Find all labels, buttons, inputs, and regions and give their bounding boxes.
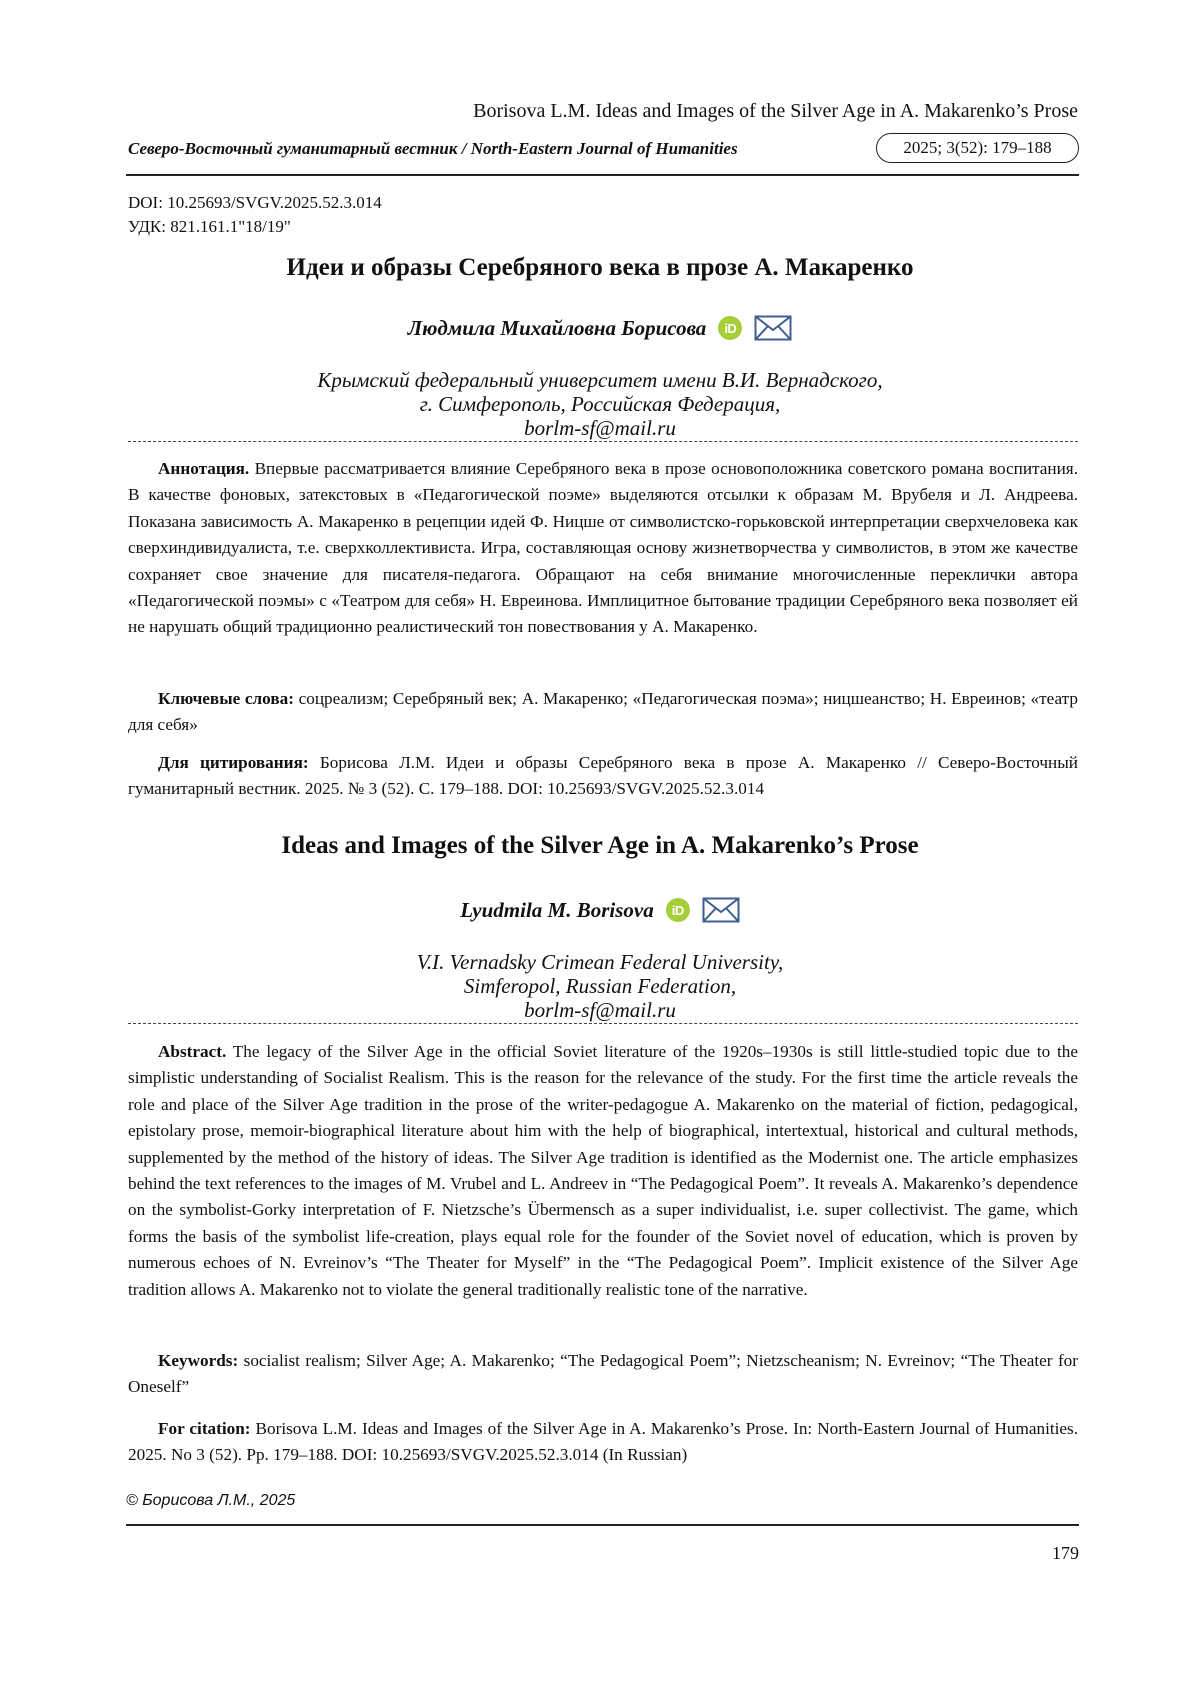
abstract-en [128, 1039, 1078, 1303]
author-email[interactable]: borlm-sf@mail.ru [524, 998, 676, 1022]
footer-rule [126, 1524, 1079, 1526]
affiliation-line: V.I. Vernadsky Crimean Federal University, [416, 950, 784, 974]
affiliation-ru [0, 368, 1200, 440]
affiliation-en [0, 950, 1200, 1022]
abstract-label: Аннотация. [158, 459, 250, 478]
orcid-icon[interactable]: iD [666, 898, 690, 922]
dashed-divider [128, 1023, 1078, 1024]
abstract-ru [128, 456, 1078, 641]
affiliation-line: Крымский федеральный университет имени В.И. Вернадского, [317, 368, 883, 392]
issue-label: 2025; 3(52): 179–188 [903, 138, 1052, 157]
abstract-label: Abstract. [158, 1042, 227, 1061]
keywords-text: соцреализм; Серебряный век; А. Макаренко; «Педагогическая поэма»; ницшеанство; Н. Евреинов; «театр для себя» [128, 689, 1078, 735]
citation-en [128, 1416, 1078, 1469]
affiliation-line: Simferopol, Russian Federation, [463, 974, 737, 998]
keywords-en [128, 1348, 1078, 1401]
citation-text: Борисова Л.М. Идеи и образы Серебряного века в прозе А. Макаренко // Северо-Восточный гуманитарный вестник. 2025. № 3 (52). С. 179–188. DOI: 10.25693/SVGV.2025.52.3.014 [128, 753, 1078, 799]
abstract-text: The legacy of the Silver Age in the official Soviet literature of the 1920s–1930s is still little-studied topic due to the simplistic understanding of Socialist Realism. This is the reason for the relevance of the study. For the first time the article reveals the role and place of the Silver Age tradition in the prose of the writer-pedagogue A. Makarenko on the material of fiction, pedagogical, epistolary prose, memoir-biographical literature about him with the help of biographical, intertextual, historical and cultural methods, supplemented by the method of the history of ideas. The Silver Age tradition is identified as the Modernist one. The article emphasizes behind the text references to the images of M. Vrubel and L. Andreev in “The Pedagogical Poem”. It reveals A. Makarenko’s dependence on the symbolist-Gorky interpretation of F. Nietzsche’s Übermensch as a super individualist, i.e. super collectivist. The game, which forms the basis of the symbolist life-creation, plays equal role for the founder of the Soviet novel of education, which is proven by numerous echoes of N. Evreinov’s “The Theater for Myself” in the “The Pedagogical Poem”. Implicit existence of the Silver Age tradition allows A. Makarenko not to violate the general traditionally realistic tone of the narrative. [128, 1042, 1078, 1299]
citation-label: For citation: [158, 1419, 251, 1438]
copyright: © Борисова Л.М., 2025 [126, 1492, 296, 1509]
page-number: 179 [1052, 1543, 1079, 1563]
citation-ru [128, 750, 1078, 803]
abstract-text: Впервые рассматривается влияние Серебряного века в прозе основоположника советского романа воспитания. В качестве фоновых, затекстовых в «Педагогической поэме» выделяются отсылки к образам М. Врубеля и Л. Андреева. Показана зависимость А. Макаренко в рецепции идей Ф. Ницше от символистско-горьковской интерпретации сверхчеловека как сверхиндивидуалиста, т.е. сверхколлективиста. Игра, составляющая основу жизнетворчества у символистов, в этом же качестве сохраняет свое значение для писателя-педагога. Обращают на себя внимание многочисленные переклички автора «Педагогической поэмы» с «Театром для себя» Н. Евреинова. Имплицитное бытование традиции Серебряного века позволяет ей не нарушать общий традиционно реалистический тон повествования у А. Макаренко. [128, 459, 1079, 637]
author-name-ru: Людмила Михайловна Борисова [407, 315, 707, 340]
citation-text: Borisova L.M. Ideas and Images of the Silver Age in A. Makarenko’s Prose. In: North-Eastern Journal of Humanities. 2025. No 3 (52). Pp. 179–188. DOI: 10.25693/SVGV.2025.52.3.014 (In Russian) [128, 1419, 1079, 1465]
author-name-en: Lyudmila M. Borisova [460, 897, 654, 922]
author-row-ru [0, 315, 1200, 341]
header-rule [126, 174, 1079, 176]
author-row-en [0, 897, 1200, 923]
issue-badge [876, 133, 1079, 163]
keywords-ru [128, 686, 1078, 739]
affiliation-line: г. Симферополь, Российская Федерация, [419, 392, 781, 416]
citation-label: Для цитирования: [158, 753, 309, 772]
mail-icon[interactable] [702, 897, 740, 923]
udk: УДК: 821.161.1"18/19" [128, 217, 291, 236]
journal-title: Северо-Восточный гуманитарный вестник / North-Eastern Journal of Humanities [128, 139, 738, 158]
orcid-icon[interactable]: iD [718, 316, 742, 340]
doi[interactable]: DOI: 10.25693/SVGV.2025.52.3.014 [128, 193, 382, 212]
title-en: Ideas and Images of the Silver Age in A. Makarenko’s Prose [281, 832, 919, 859]
title-ru: Идеи и образы Серебряного века в прозе А. Макаренко [286, 254, 914, 281]
keywords-text: socialist realism; Silver Age; A. Makarenko; “The Pedagogical Poem”; Nietzscheanism; N. Evreinov; “The Theater for Oneself” [128, 1351, 1078, 1397]
keywords-label: Ключевые слова: [158, 689, 294, 708]
keywords-label: Keywords: [158, 1351, 239, 1370]
author-email[interactable]: borlm-sf@mail.ru [524, 416, 676, 440]
mail-icon[interactable] [754, 315, 792, 341]
running-head: Borisova L.M. Ideas and Images of the Silver Age in A. Makarenko’s Prose [473, 100, 1078, 122]
dashed-divider [128, 441, 1078, 442]
